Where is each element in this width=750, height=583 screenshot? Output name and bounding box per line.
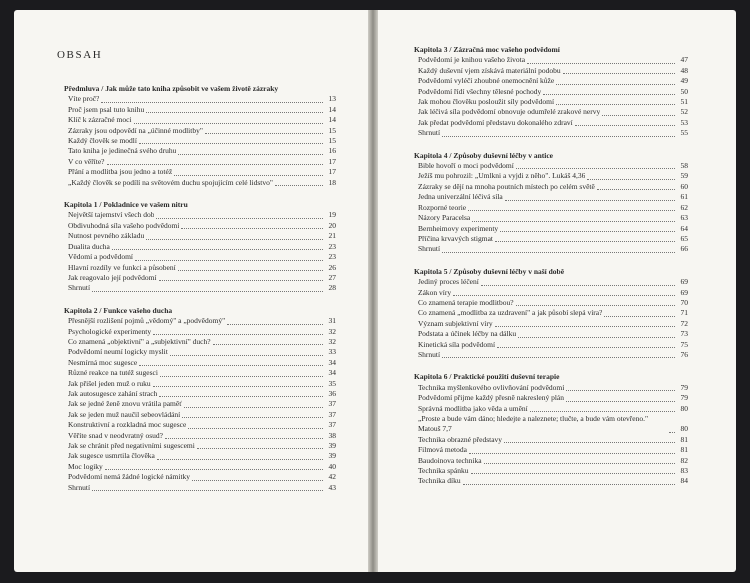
toc-entry: [64, 389, 336, 399]
dot-leader: [516, 168, 675, 169]
toc-entry: [414, 404, 688, 414]
entry-title: Jak autosugesce zahání strach: [68, 388, 158, 398]
page-number: 81: [680, 445, 688, 455]
entry-title: Podvědomí přijme každý přesně nakreslený plán: [418, 393, 565, 403]
entry-title: Baudoinova technika: [418, 455, 482, 465]
page-number: 66: [680, 244, 688, 254]
entry-title: Přání a modlitba jsou jedno a totéž: [68, 167, 173, 177]
entry-title: Nutnost pevného základu: [68, 231, 145, 241]
toc-entry: [64, 273, 336, 283]
entry-title: Konstruktivní a rozkladná moc sugesce: [68, 420, 187, 430]
dot-leader: [469, 453, 675, 454]
entry-title: Podvědomí vyléčí zhoubné onemocnění kůže: [418, 76, 555, 86]
toc-entry: [414, 445, 688, 455]
entry-title: Co znamená „modlitba za uzdravení" a jak působí slepá víra?: [418, 308, 603, 318]
page-title: OBSAH: [57, 49, 103, 61]
toc-entry: [64, 368, 336, 378]
dot-leader: [153, 386, 323, 387]
toc-entry: [64, 231, 336, 241]
toc-entry: [64, 115, 336, 125]
toc-entry: [414, 288, 688, 298]
toc-entry: [414, 97, 688, 107]
entry-title: Jak předat podvědomí představu dokonalého zdraví: [418, 117, 573, 127]
toc-entry: [64, 441, 336, 451]
page-number: 58: [680, 161, 688, 171]
dot-leader: [205, 133, 323, 134]
page-number: 38: [328, 430, 336, 440]
page-number: 20: [328, 220, 336, 230]
entry-title: Význam subjektivní víry: [418, 318, 493, 328]
entry-title: „Proste a bude vám dáno; hledejte a naleznete; tlučte, a bude vám otevřeno." Matouš 7,7: [418, 414, 649, 434]
dot-leader: [182, 417, 323, 418]
page-number: 28: [328, 283, 336, 293]
toc-entry: [414, 350, 688, 360]
dot-leader: [178, 270, 323, 271]
toc-entry: [414, 298, 688, 308]
page-number: 63: [680, 213, 688, 223]
entry-title: Technika myšlenkového ovlivňování podvědomí: [418, 382, 565, 392]
toc-entry: [414, 476, 688, 486]
entry-title: Jak se jeden muž naučil sebeovládání: [68, 409, 181, 419]
page-number: 17: [328, 156, 336, 166]
entry-title: Zázraky se dějí na mnoha poutních místech po celém světě: [418, 181, 595, 191]
dot-leader: [134, 123, 323, 124]
dot-leader: [139, 365, 323, 366]
page-number: 69: [680, 287, 688, 297]
toc-entry: [414, 128, 688, 138]
toc-entry: [414, 329, 688, 339]
entry-title: Nesmírná moc sugesce: [68, 357, 138, 367]
entry-title: Největší tajemství všech dob: [68, 210, 155, 220]
toc-entry: [64, 410, 336, 420]
chapter-title: Kapitola 3 / Zázračná moc vašeho podvědomí: [414, 45, 560, 54]
page-number: 83: [680, 466, 688, 476]
entry-title: Obdivuhodná síla vašeho podvědomí: [68, 220, 180, 230]
entry-title: Shrnutí: [418, 128, 441, 138]
dot-leader: [101, 102, 323, 103]
entry-title: Jedna univerzální léčivá síla: [418, 192, 503, 202]
dot-leader: [516, 305, 675, 306]
page-number: 15: [328, 136, 336, 146]
dot-leader: [597, 189, 675, 190]
toc-entry: [64, 472, 336, 482]
dot-leader: [566, 401, 675, 402]
dot-leader: [442, 357, 675, 358]
chapter-title: Kapitola 1 / Pokladnice ve vašem nitru: [64, 200, 188, 210]
entry-title: Jak se chránit před negativními sugescemi: [68, 441, 195, 450]
page-number: 32: [328, 336, 336, 346]
dot-leader: [563, 73, 675, 74]
page-number: 73: [680, 329, 688, 339]
dot-leader: [213, 344, 323, 345]
chapter-title: Kapitola 2 / Funkce vašeho ducha: [64, 305, 173, 315]
page-number: 72: [680, 318, 688, 328]
page-number: 80: [680, 424, 688, 434]
toc-entry: [414, 383, 688, 393]
toc-chapter: [414, 151, 688, 255]
page-number: 75: [680, 339, 688, 349]
toc-entry: [414, 435, 688, 445]
entry-title: Jak reagovalo její podvědomí: [68, 272, 157, 282]
entry-title: Shrnutí: [68, 283, 91, 293]
entry-title: Podvědomí neumí logicky myslit: [68, 347, 168, 357]
page-number: 65: [680, 233, 688, 243]
toc-entry: [64, 379, 336, 389]
page-number: 27: [328, 272, 336, 282]
page-number: 43: [328, 482, 336, 492]
toc-entry: [414, 244, 688, 254]
page-number: 84: [680, 476, 688, 486]
dot-leader: [107, 164, 323, 165]
page-number: 34: [328, 357, 336, 367]
dot-leader: [505, 200, 675, 201]
toc-entry: [64, 451, 336, 461]
toc-entry: [414, 182, 688, 192]
toc-entry: [64, 178, 336, 188]
chapter-title: Kapitola 4 / Způsoby duševní léčby v antice: [414, 150, 553, 160]
toc-entry: [414, 161, 688, 171]
entry-title: Shrnutí: [418, 244, 441, 254]
toc-entry: [414, 393, 688, 403]
entry-title: Příčina krvavých stigmat: [418, 233, 493, 243]
dot-leader: [530, 411, 675, 412]
page-number: 52: [680, 107, 688, 117]
entry-title: Kinetická síla podvědomí: [418, 339, 496, 349]
toc-entry: [64, 420, 336, 430]
page-number: 71: [680, 308, 688, 318]
toc-chapter: [64, 84, 336, 188]
toc-entry: [64, 94, 336, 104]
dot-leader: [227, 324, 323, 325]
page-number: 50: [680, 86, 688, 96]
entry-title: Jediný proces léčení: [418, 277, 479, 287]
toc-entry: [414, 66, 688, 76]
chapter-title: Kapitola 6 / Praktické použití duševní terapie: [414, 372, 560, 382]
entry-title: Rozporné teorie: [418, 202, 467, 212]
dot-leader: [184, 407, 323, 408]
page-number: 13: [328, 94, 336, 104]
entry-title: Víte proč?: [68, 94, 100, 104]
entry-title: Správná modlitba jako věda a umění: [418, 403, 528, 413]
entry-title: Různé reakce na tutéž sugesci: [68, 368, 158, 378]
page-number: 49: [680, 76, 688, 86]
dot-leader: [442, 252, 675, 253]
book-gutter: [368, 10, 378, 572]
dot-leader: [197, 448, 323, 449]
dot-leader: [543, 94, 675, 95]
entry-title: Každý člověk se modlí: [68, 136, 137, 146]
page-number: 14: [328, 104, 336, 114]
entry-title: Bible hovoří o moci podvědomí: [418, 161, 514, 171]
entry-title: Zákon víry: [418, 287, 452, 297]
toc-entry: [414, 414, 688, 435]
dot-leader: [463, 484, 675, 485]
entry-title: Shrnutí: [68, 482, 91, 492]
entry-title: V co věříte?: [68, 156, 105, 166]
entry-title: Přesnější rozlišení pojmů „vědomý" a „podvědomý": [68, 316, 226, 326]
entry-title: Technika díku: [418, 476, 461, 486]
page-number: 61: [680, 192, 688, 202]
toc-entry: [414, 203, 688, 213]
dot-leader: [481, 285, 675, 286]
toc-entry: [64, 167, 336, 177]
page-number: 60: [680, 181, 688, 191]
page-number: 21: [328, 231, 336, 241]
entry-title: Filmová metoda: [418, 445, 467, 455]
entry-title: Jak mohou člověku posloužit síly podvědomí: [418, 97, 555, 107]
page-number: 14: [328, 115, 336, 125]
dot-leader: [170, 355, 323, 356]
page-number: 40: [328, 461, 336, 471]
dot-leader: [92, 291, 323, 292]
page-number: 76: [680, 349, 688, 359]
page-number: 70: [680, 297, 688, 307]
dot-leader: [188, 428, 323, 429]
entry-title: Klíč k zázračné moci: [68, 115, 132, 125]
page-number: 48: [680, 65, 688, 75]
toc-entry: [414, 224, 688, 234]
dot-leader: [669, 432, 675, 433]
entry-title: Ježíš mu pohrozil: „Umlkni a vyjdi z něho". Lukáš 4,36: [418, 171, 586, 181]
dot-leader: [575, 125, 675, 126]
page-number: 37: [328, 420, 336, 430]
toc-entry: [414, 466, 688, 476]
toc-entry: [64, 347, 336, 357]
page-number: 37: [328, 399, 336, 409]
dot-leader: [566, 390, 675, 391]
toc-entry: [64, 483, 336, 493]
dot-leader: [178, 154, 323, 155]
entry-title: Moc logiky: [68, 461, 103, 471]
toc-entry: [64, 242, 336, 252]
toc-chapter: [64, 200, 336, 294]
dot-leader: [556, 104, 675, 105]
toc-chapter: [414, 45, 688, 139]
toc-left-column: [64, 84, 336, 505]
toc-entry: [64, 316, 336, 326]
toc-entry: [414, 118, 688, 128]
dot-leader: [556, 84, 675, 85]
dot-leader: [495, 241, 675, 242]
dot-leader: [181, 228, 323, 229]
page-number: 39: [328, 451, 336, 461]
page-number: 31: [328, 316, 336, 326]
toc-entry: [64, 431, 336, 441]
page-number: 32: [328, 326, 336, 336]
page-number: 35: [328, 378, 336, 388]
entry-title: Co znamená terapie modlitbou?: [418, 297, 514, 307]
toc-entry: [414, 340, 688, 350]
entry-title: Vědomí a podvědomí: [68, 252, 133, 262]
page-number: 64: [680, 223, 688, 233]
page-number: 33: [328, 347, 336, 357]
dot-leader: [153, 334, 323, 335]
page-number: 15: [328, 125, 336, 135]
toc-entry: [64, 210, 336, 220]
entry-title: Jak se jedné ženě znovu vrátila paměť: [68, 399, 183, 409]
dot-leader: [484, 463, 675, 464]
toc-entry: [414, 319, 688, 329]
dot-leader: [453, 295, 675, 296]
page-number: 79: [680, 382, 688, 392]
toc-entry: [64, 252, 336, 262]
dot-leader: [442, 136, 675, 137]
entry-title: Podvědomí je knihou vašeho života: [418, 55, 526, 65]
entry-title: Jak sugesce usmrtila člověka: [68, 451, 155, 461]
page-number: 17: [328, 167, 336, 177]
entry-title: Technika obrazné představy: [418, 434, 503, 444]
toc-entry: [64, 327, 336, 337]
dot-leader: [504, 442, 675, 443]
page-number: 26: [328, 262, 336, 272]
dot-leader: [135, 260, 323, 261]
dot-leader: [112, 249, 323, 250]
page-number: 62: [680, 202, 688, 212]
dot-leader: [159, 280, 323, 281]
entry-title: Co znamená „objektivní" a „subjektivní" duch?: [68, 336, 211, 346]
toc-entry: [64, 263, 336, 273]
dot-leader: [472, 221, 675, 222]
entry-title: Podvědomí nemá žádné logické námitky: [68, 472, 191, 482]
toc-entry: [64, 157, 336, 167]
entry-title: Názory Paracelsa: [418, 213, 471, 223]
toc-right-column: [414, 45, 688, 499]
page-number: 51: [680, 97, 688, 107]
page-number: 39: [328, 441, 336, 450]
dot-leader: [518, 337, 675, 338]
toc-entry: [414, 277, 688, 287]
entry-title: Tato kniha je jedinečná svého druhu: [68, 146, 177, 156]
toc-entry: [64, 358, 336, 368]
page-number: 42: [328, 472, 336, 482]
page-number: 80: [680, 403, 688, 413]
dot-leader: [92, 490, 323, 491]
dot-leader: [602, 115, 675, 116]
page-number: 55: [680, 128, 688, 138]
dot-leader: [174, 175, 323, 176]
dot-leader: [139, 143, 323, 144]
page-number: 23: [328, 252, 336, 262]
toc-entry: [64, 283, 336, 293]
dot-leader: [192, 480, 323, 481]
page-number: 34: [328, 368, 336, 378]
toc-chapter: [414, 372, 688, 486]
dot-leader: [497, 347, 675, 348]
toc-entry: [414, 171, 688, 181]
page-number: 19: [328, 210, 336, 220]
dot-leader: [105, 469, 323, 470]
toc-entry: [414, 107, 688, 117]
entry-title: Psychologické experimenty: [68, 326, 152, 336]
page-number: 69: [680, 277, 688, 287]
toc-entry: [64, 462, 336, 472]
toc-entry: [414, 234, 688, 244]
page-number: 36: [328, 388, 336, 398]
entry-title: Technika spánku: [418, 466, 469, 476]
entry-title: Jak přišel jeden muž o ruku: [68, 378, 151, 388]
entry-title: Podstata a účinek léčby na dálku: [418, 329, 517, 339]
dot-leader: [471, 473, 675, 474]
page-number: 37: [328, 409, 336, 419]
toc-entry: [64, 399, 336, 409]
entry-title: Jak léčivá síla podvědomí obnovuje odumřelé zrakové nervy: [418, 107, 601, 117]
toc-entry: [414, 308, 688, 318]
dot-leader: [146, 239, 323, 240]
dot-leader: [468, 210, 675, 211]
dot-leader: [159, 396, 323, 397]
toc-entry: [414, 192, 688, 202]
page-number: 18: [328, 177, 336, 187]
entry-title: Podvědomí řídí všechny tělesné pochody: [418, 86, 542, 96]
chapter-title: Předmluva / Jak může tato kniha způsobit ve vašem životě zázraky: [64, 84, 279, 93]
entry-title: Shrnutí: [418, 349, 441, 359]
toc-entry: [414, 456, 688, 466]
dot-leader: [165, 438, 323, 439]
page-number: 53: [680, 117, 688, 127]
entry-title: Proč jsem psal tuto knihu: [68, 104, 145, 114]
entry-title: „Každý člověk se podílí na světovém duchu spojujícím celé lidstvo": [68, 177, 273, 187]
entry-title: Zázraky jsou odpovědí na „účinné modlitby": [68, 125, 203, 135]
page-number: 59: [680, 171, 688, 181]
page-number: 47: [680, 55, 688, 65]
dot-leader: [527, 63, 675, 64]
entry-title: Bernheimovy experimenty: [418, 223, 499, 233]
page-number: 82: [680, 455, 688, 465]
chapter-title: Kapitola 5 / Způsoby duševní léčby v naší době: [414, 266, 565, 276]
dot-leader: [146, 112, 323, 113]
toc-entry: [414, 76, 688, 86]
dot-leader: [495, 326, 675, 327]
entry-title: Věříte snad v neodvratný osud?: [68, 430, 163, 440]
entry-title: Každý duševní vjem získává materiální podobu: [418, 65, 561, 75]
dot-leader: [275, 185, 323, 186]
dot-leader: [604, 316, 675, 317]
toc-entry: [64, 126, 336, 136]
page-number: 16: [328, 146, 336, 156]
toc-entry: [414, 87, 688, 97]
entry-title: Hlavní rozdíly ve funkci a působení: [68, 262, 176, 272]
entry-title: Dualita ducha: [68, 241, 110, 251]
page-number: 79: [680, 393, 688, 403]
dot-leader: [157, 459, 323, 460]
toc-entry: [414, 55, 688, 65]
toc-entry: [414, 213, 688, 223]
toc-chapter: [64, 306, 336, 493]
page-number: 23: [328, 241, 336, 251]
toc-entry: [64, 221, 336, 231]
dot-leader: [587, 179, 675, 180]
dot-leader: [156, 218, 323, 219]
toc-entry: [64, 136, 336, 146]
toc-entry: [64, 337, 336, 347]
dot-leader: [160, 376, 323, 377]
toc-chapter: [414, 267, 688, 361]
toc-entry: [64, 105, 336, 115]
dot-leader: [500, 231, 675, 232]
toc-entry: [64, 146, 336, 156]
page-number: 81: [680, 434, 688, 444]
